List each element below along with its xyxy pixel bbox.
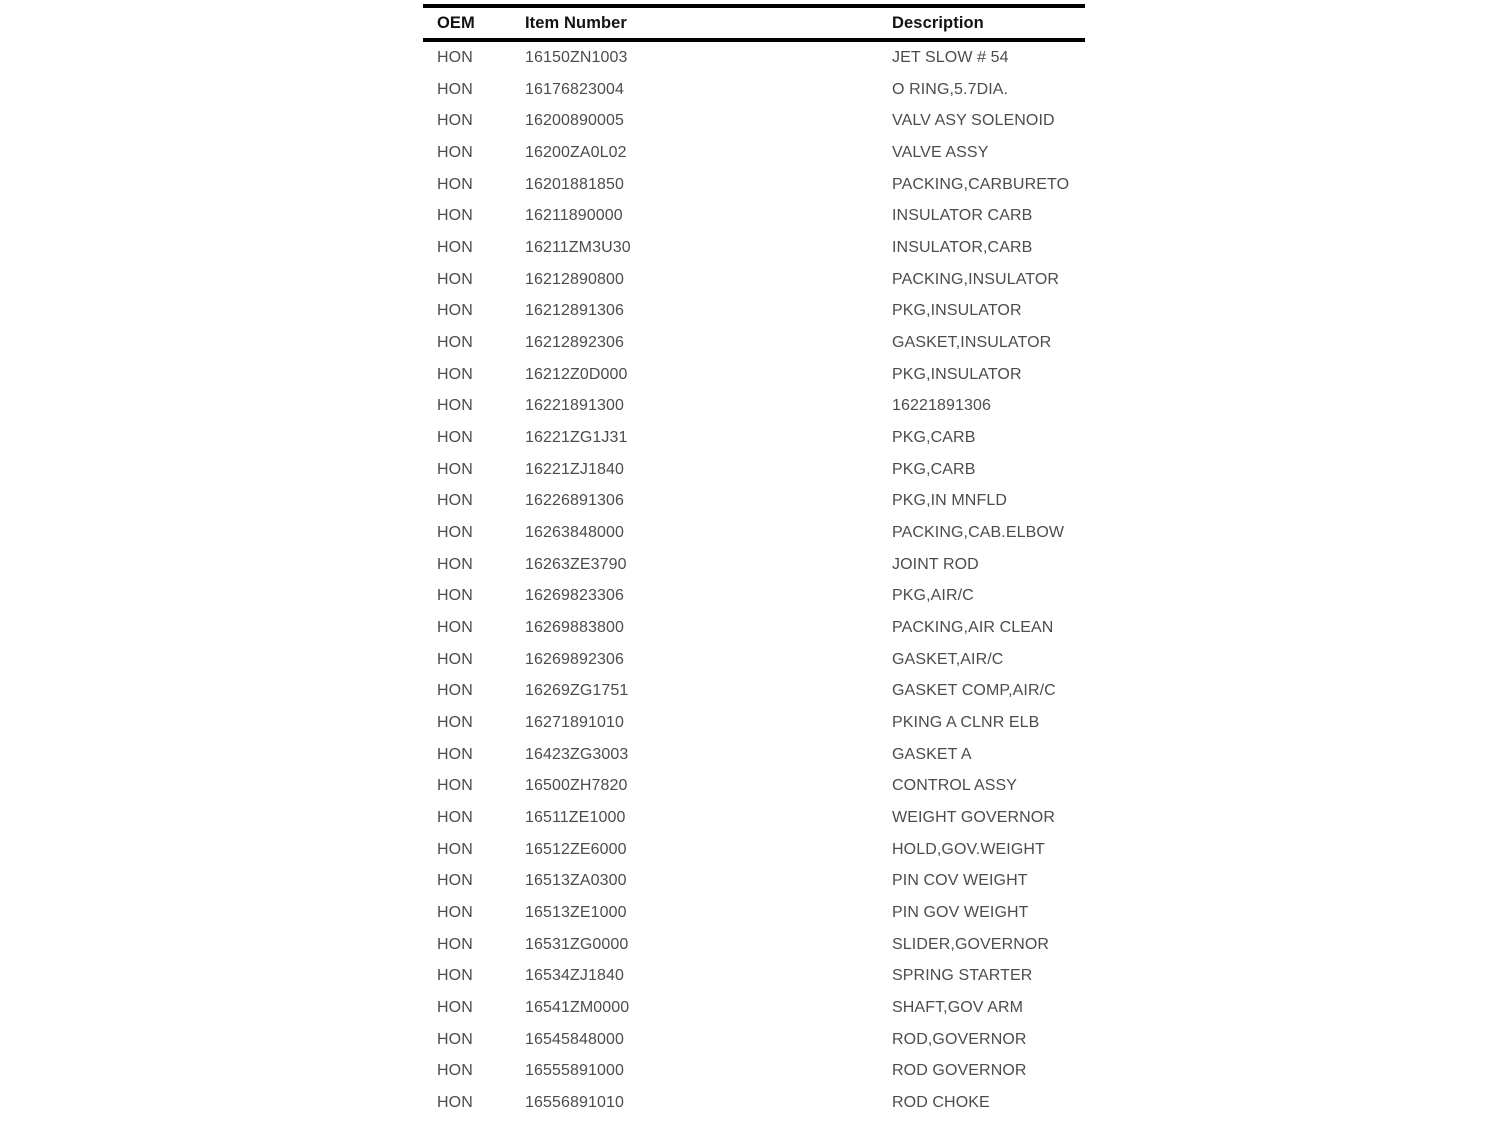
- table-row: [423, 232, 1085, 264]
- cell-oem: HON: [437, 903, 473, 921]
- cell-oem: HON: [437, 1030, 473, 1048]
- table-row: [423, 1024, 1085, 1056]
- table-row: [423, 264, 1085, 296]
- cell-oem: HON: [437, 745, 473, 763]
- cell-item-number: 16212890800: [525, 270, 624, 288]
- table-row: [423, 707, 1085, 739]
- cell-description: ROD GOVERNOR: [892, 1062, 1027, 1080]
- table-row: [423, 169, 1085, 201]
- cell-oem: HON: [437, 967, 473, 985]
- cell-oem: HON: [437, 1062, 473, 1080]
- cell-oem: HON: [437, 1094, 473, 1111]
- table-row: [423, 422, 1085, 454]
- cell-description: PIN COV WEIGHT: [892, 872, 1028, 890]
- cell-description: PKG,CARB: [892, 428, 976, 446]
- cell-item-number: 16500ZH7820: [525, 777, 628, 795]
- cell-item-number: 16269823306: [525, 587, 624, 605]
- cell-description: ROD CHOKE: [892, 1094, 990, 1111]
- cell-oem: HON: [437, 333, 473, 351]
- cell-description: PKING A CLNR ELB: [892, 713, 1040, 731]
- table-row: [423, 802, 1085, 834]
- cell-item-number: 16221ZJ1840: [525, 460, 624, 478]
- cell-oem: HON: [437, 492, 473, 510]
- cell-oem: HON: [437, 777, 473, 795]
- cell-item-number: 16221ZG1J31: [525, 428, 628, 446]
- table-row: [423, 485, 1085, 517]
- cell-oem: HON: [437, 112, 473, 130]
- cell-oem: HON: [437, 587, 473, 605]
- cell-description: INSULATOR,CARB: [892, 238, 1033, 256]
- cell-item-number: 16555891000: [525, 1062, 624, 1080]
- cell-oem: HON: [437, 143, 473, 161]
- cell-oem: HON: [437, 397, 473, 415]
- table-row: [423, 74, 1085, 106]
- cell-description: PACKING,AIR CLEAN: [892, 618, 1054, 636]
- cell-item-number: 16269ZG1751: [525, 682, 629, 700]
- table-row: [423, 105, 1085, 137]
- cell-description: GASKET,AIR/C: [892, 650, 1004, 668]
- cell-description: JET SLOW # 54: [892, 48, 1009, 66]
- cell-item-number: 16271891010: [525, 713, 624, 731]
- table-row: [423, 675, 1085, 707]
- cell-item-number: 16541ZM0000: [525, 998, 630, 1016]
- cell-description: PKG,INSULATOR: [892, 302, 1022, 320]
- cell-item-number: 16221891300: [525, 397, 624, 415]
- table-row: [423, 897, 1085, 929]
- parts-table: [423, 4, 1085, 1119]
- table-row: [423, 739, 1085, 771]
- cell-oem: HON: [437, 302, 473, 320]
- cell-item-number: 16200890005: [525, 112, 624, 130]
- cell-description: VALV ASY SOLENOID: [892, 112, 1055, 130]
- cell-description: SLIDER,GOVERNOR: [892, 935, 1050, 953]
- column-header-item-number: Item Number: [525, 13, 627, 32]
- cell-description: CONTROL ASSY: [892, 777, 1018, 795]
- cell-item-number: 16513ZE1000: [525, 903, 627, 921]
- cell-oem: HON: [437, 682, 473, 700]
- cell-oem: HON: [437, 523, 473, 541]
- cell-oem: HON: [437, 935, 473, 953]
- cell-item-number: 16511ZE1000: [525, 808, 626, 826]
- cell-oem: HON: [437, 713, 473, 731]
- cell-oem: HON: [437, 998, 473, 1016]
- cell-oem: HON: [437, 618, 473, 636]
- table-row: [423, 992, 1085, 1024]
- cell-oem: HON: [437, 460, 473, 478]
- cell-item-number: 16423ZG3003: [525, 745, 629, 763]
- cell-oem: HON: [437, 238, 473, 256]
- table-row: [423, 929, 1085, 961]
- cell-item-number: 16226891306: [525, 492, 624, 510]
- cell-item-number: 16263ZE3790: [525, 555, 627, 573]
- cell-oem: HON: [437, 872, 473, 890]
- cell-description: GASKET A: [892, 745, 972, 763]
- cell-description: SHAFT,GOV ARM: [892, 998, 1024, 1016]
- cell-oem: HON: [437, 428, 473, 446]
- table-row: [423, 549, 1085, 581]
- cell-description: PIN GOV WEIGHT: [892, 903, 1029, 921]
- column-header-oem: OEM: [437, 13, 475, 32]
- cell-oem: HON: [437, 80, 473, 98]
- cell-item-number: 16212891306: [525, 302, 624, 320]
- cell-item-number: 16176823004: [525, 80, 624, 98]
- cell-item-number: 16269892306: [525, 650, 624, 668]
- cell-item-number: 16545848000: [525, 1030, 624, 1048]
- table-row: [423, 42, 1085, 74]
- cell-item-number: 16513ZA0300: [525, 872, 627, 890]
- cell-description: GASKET COMP,AIR/C: [892, 682, 1056, 700]
- table-body: [423, 42, 1085, 1119]
- table-row: [423, 865, 1085, 897]
- cell-oem: HON: [437, 270, 473, 288]
- cell-item-number: 16534ZJ1840: [525, 967, 624, 985]
- cell-description: GASKET,INSULATOR: [892, 333, 1052, 351]
- cell-description: HOLD,GOV.WEIGHT: [892, 840, 1045, 858]
- cell-oem: HON: [437, 175, 473, 193]
- table-row: [423, 295, 1085, 327]
- cell-description: PACKING,CARBURETO: [892, 175, 1070, 193]
- cell-item-number: 16211890000: [525, 207, 623, 225]
- cell-description: SPRING STARTER: [892, 967, 1033, 985]
- cell-oem: HON: [437, 808, 473, 826]
- cell-item-number: 16263848000: [525, 523, 624, 541]
- table-row: [423, 1056, 1085, 1088]
- table-row: [423, 454, 1085, 486]
- cell-description: INSULATOR CARB: [892, 207, 1033, 225]
- table-row: [423, 580, 1085, 612]
- cell-item-number: 16531ZG0000: [525, 935, 629, 953]
- table-header-row: [423, 8, 1085, 42]
- cell-description: JOINT ROD: [892, 555, 979, 573]
- cell-description: PKG,IN MNFLD: [892, 492, 1007, 510]
- table-row: [423, 834, 1085, 866]
- cell-oem: HON: [437, 840, 473, 858]
- cell-item-number: 16512ZE6000: [525, 840, 627, 858]
- cell-description: ROD,GOVERNOR: [892, 1030, 1027, 1048]
- cell-item-number: 16212892306: [525, 333, 624, 351]
- table-row: [423, 770, 1085, 802]
- cell-item-number: 16269883800: [525, 618, 624, 636]
- table-row: [423, 644, 1085, 676]
- cell-item-number: 16200ZA0L02: [525, 143, 627, 161]
- cell-oem: HON: [437, 555, 473, 573]
- table-row: [423, 327, 1085, 359]
- cell-description: VALVE ASSY: [892, 143, 989, 161]
- table-row: [423, 390, 1085, 422]
- cell-description: PKG,AIR/C: [892, 587, 974, 605]
- cell-description: PKG,INSULATOR: [892, 365, 1022, 383]
- table-row: [423, 517, 1085, 549]
- cell-item-number: 16211ZM3U30: [525, 238, 631, 256]
- cell-oem: HON: [437, 650, 473, 668]
- cell-description: 16221891306: [892, 397, 991, 415]
- table-row: [423, 137, 1085, 169]
- cell-item-number: 16150ZN1003: [525, 48, 628, 66]
- column-header-description: Description: [892, 13, 984, 32]
- cell-description: PACKING,INSULATOR: [892, 270, 1060, 288]
- cell-description: PKG,CARB: [892, 460, 976, 478]
- table-row: [423, 960, 1085, 992]
- cell-description: PACKING,CAB.ELBOW: [892, 523, 1065, 541]
- table-row: [423, 359, 1085, 391]
- cell-description: O RING,5.7DIA.: [892, 80, 1009, 98]
- cell-item-number: 16201881850: [525, 175, 624, 193]
- table-row: [423, 200, 1085, 232]
- cell-oem: HON: [437, 48, 473, 66]
- table-row: [423, 612, 1085, 644]
- cell-oem: HON: [437, 207, 473, 225]
- cell-oem: HON: [437, 365, 473, 383]
- cell-description: WEIGHT GOVERNOR: [892, 808, 1055, 826]
- cell-item-number: 16212Z0D000: [525, 365, 628, 383]
- table-row: [423, 1087, 1085, 1119]
- cell-item-number: 16556891010: [525, 1094, 624, 1111]
